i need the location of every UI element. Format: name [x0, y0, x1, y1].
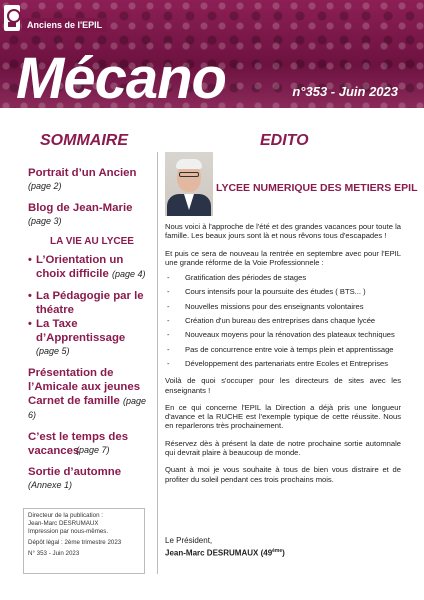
imprint-printing: Impression par nous-mêmes.: [28, 528, 109, 535]
publication-imprint: [23, 508, 145, 574]
edito-title: EDITO: [260, 132, 309, 149]
column-divider: [157, 152, 158, 574]
toc-item[interactable]: Sortie d’automne: [28, 466, 122, 478]
toc-item-label: La Pédagogie par le théatre: [36, 290, 144, 316]
toc-item[interactable]: Présentation de l’Amicale aux jeunes: [28, 367, 141, 393]
edito-paragraph: Voilà de quoi s'occuper pour les directeurs de sites avec les enseignants !: [165, 376, 401, 395]
toc-page: (Annexe 1): [28, 480, 73, 490]
list-item: - Cours intensifs pour la poursuite des études ( BTS... ): [167, 287, 401, 296]
list-item: - Nouvelles missions pour des enseignants volontaires: [167, 302, 401, 311]
imprint-issue: N° 353 - Juin 2023: [28, 550, 80, 557]
signature: [165, 536, 285, 559]
edito-heading: LYCEE NUMERIQUE DES METIERS EPIL: [216, 182, 418, 194]
toc-item-label: L’Orientation un choix difficile: [36, 254, 124, 280]
header-banner: [0, 0, 424, 108]
toc-page: (page 3): [28, 216, 62, 226]
president-portrait: [165, 152, 213, 216]
toc-item[interactable]: Portrait d’un Ancien: [28, 167, 137, 179]
edito-paragraph: Nous voici à l'approche de l'été et des grandes vacances pour toute la famille. Les beaux jours sont là et nous rêvons tous d'escapades !: [165, 222, 401, 241]
toc-item-label: La Taxe d’Apprentissage: [36, 318, 126, 344]
toc-bullet-item[interactable]: [28, 317, 156, 345]
toc-page: (page 7): [76, 445, 110, 455]
toc-item[interactable]: C’est le temps des vacances: [28, 431, 129, 457]
list-item: - Gratification des périodes de stages: [167, 273, 401, 282]
toc-bullet-item[interactable]: [28, 253, 156, 281]
signature-label: Le Président,: [165, 536, 213, 545]
list-item: - Développement des partenariats entre Ecoles et Entreprises: [167, 359, 401, 368]
toc-page: (page 2): [28, 181, 62, 191]
edito-paragraph: Et puis ce sera de nouveau la rentrée en septembre avec pour l'EPIL une grande réforme de la Voie Professionnele :: [165, 248, 401, 267]
epil-logo-icon: [4, 5, 20, 31]
imprint-director-name: Jean-Marc DESRUMAUX: [28, 520, 99, 527]
toc-page: (page 5): [36, 346, 70, 356]
sommaire-title: SOMMAIRE: [40, 132, 128, 149]
signature-name: Jean-Marc DESRUMAUX (49ème): [165, 548, 285, 558]
table-of-contents: [28, 166, 156, 492]
association-tag: Anciens de l'EPIL: [22, 18, 107, 32]
edito-paragraph: Réservez dès à présent la date de notre prochaine sortie automnale qui devrait plaire à beaucoup de monde.: [165, 438, 401, 458]
list-item: - Nouveaux moyens pour la rénovation des plateaux techniques: [167, 330, 401, 339]
toc-page: (page 4): [111, 269, 146, 279]
toc-item[interactable]: Blog de Jean-Marie: [28, 202, 133, 214]
issue-number: n°353 - Juin 2023: [292, 84, 398, 99]
reform-list: [167, 273, 401, 368]
edito-paragraph: En ce qui concerne l'EPIL la Direction a déjà pris une longueur d'avance et la RUCHE est l'exemple typique de cette réussite. Nous en reparlerons très prochainement.: [165, 402, 401, 431]
imprint-director-label: Directeur de la publication :: [28, 512, 103, 519]
list-item: - Création d'un bureau des entreprises dans chaque lycée: [167, 316, 401, 325]
imprint-legal-deposit: Dépôt légal : 2ème trimestre 2023: [28, 539, 122, 546]
magazine-title: Mécano: [16, 46, 226, 108]
list-item: - Pas de concurrence entre voie à temps plein et apprentissage: [167, 345, 401, 354]
toc-page: (page 6): [28, 396, 146, 420]
edito-body: [165, 222, 401, 492]
toc-item-label: Carnet de famille: [28, 395, 120, 407]
toc-bullet-item[interactable]: [28, 289, 156, 317]
toc-section-title: LA VIE AU LYCEE: [50, 236, 134, 247]
edito-paragraph: Quant à moi je vous souhaite à tous de bien vous distraire et de profiter du soleil pendant ces trois prochains mois.: [165, 465, 401, 484]
toc-item[interactable]: [28, 394, 156, 422]
